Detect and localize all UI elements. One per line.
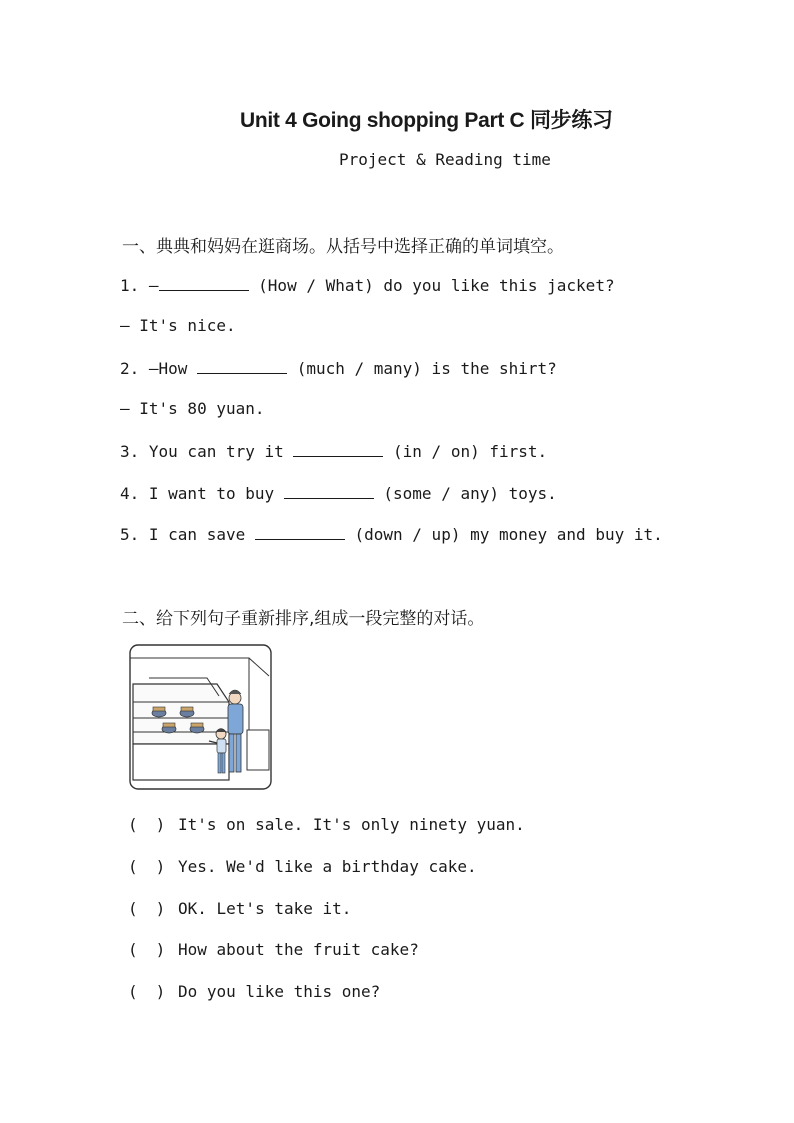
section-2-heading: 二、给下列句子重新排序,组成一段完整的对话。 xyxy=(122,609,485,629)
dialogue-text-2: Yes. We'd like a birthday cake. xyxy=(178,857,477,876)
question-4-prefix: 4. I want to buy xyxy=(120,484,284,503)
order-bracket-4[interactable]: ( ) xyxy=(128,940,166,959)
question-4-suffix: (some / any) toys. xyxy=(373,484,557,503)
question-5-suffix: (down / up) my money and buy it. xyxy=(344,525,663,544)
question-1 xyxy=(120,275,615,295)
question-2-suffix: (much / many) is the shirt? xyxy=(287,359,557,378)
answer-blank-4[interactable] xyxy=(284,483,374,499)
dialogue-text-4: How about the fruit cake? xyxy=(178,940,419,959)
cake-shop-illustration xyxy=(129,644,272,790)
dialogue-text-3: OK. Let's take it. xyxy=(178,899,352,918)
dialogue-line-2 xyxy=(128,857,477,876)
dialogue-line-5 xyxy=(128,982,380,1001)
answer-blank-5[interactable] xyxy=(255,524,345,540)
dialogue-line-1 xyxy=(128,815,525,834)
worksheet-subtitle: Project & Reading time xyxy=(339,150,551,169)
order-bracket-5[interactable]: ( ) xyxy=(128,982,166,1001)
question-5-prefix: 5. I can save xyxy=(120,525,255,544)
section-1-heading: 一、典典和妈妈在逛商场。从括号中选择正确的单词填空。 xyxy=(122,237,564,257)
order-bracket-3[interactable]: ( ) xyxy=(128,899,166,918)
dialogue-text-1: It's on sale. It's only ninety yuan. xyxy=(178,815,525,834)
response-1: — It's nice. xyxy=(120,316,236,335)
question-3-suffix: (in / on) first. xyxy=(383,442,548,461)
answer-blank-1[interactable] xyxy=(159,275,249,291)
question-3-prefix: 3. You can try it xyxy=(120,442,294,461)
question-1-prefix: 1. — xyxy=(120,276,159,295)
answer-blank-3[interactable] xyxy=(293,441,383,457)
response-2: — It's 80 yuan. xyxy=(120,399,265,418)
question-3 xyxy=(120,441,547,461)
dialogue-text-5: Do you like this one? xyxy=(178,982,381,1001)
question-5 xyxy=(120,524,663,544)
answer-blank-2[interactable] xyxy=(197,358,287,374)
dialogue-line-3 xyxy=(128,899,351,918)
question-2-prefix: 2. —How xyxy=(120,359,198,378)
order-bracket-1[interactable]: ( ) xyxy=(128,815,166,834)
question-2 xyxy=(120,358,557,378)
question-1-suffix: (How / What) do you like this jacket? xyxy=(248,276,615,295)
order-bracket-2[interactable]: ( ) xyxy=(128,857,166,876)
dialogue-line-4 xyxy=(128,940,419,959)
worksheet-title: Unit 4 Going shopping Part C 同步练习 xyxy=(240,109,613,132)
question-4 xyxy=(120,483,557,503)
